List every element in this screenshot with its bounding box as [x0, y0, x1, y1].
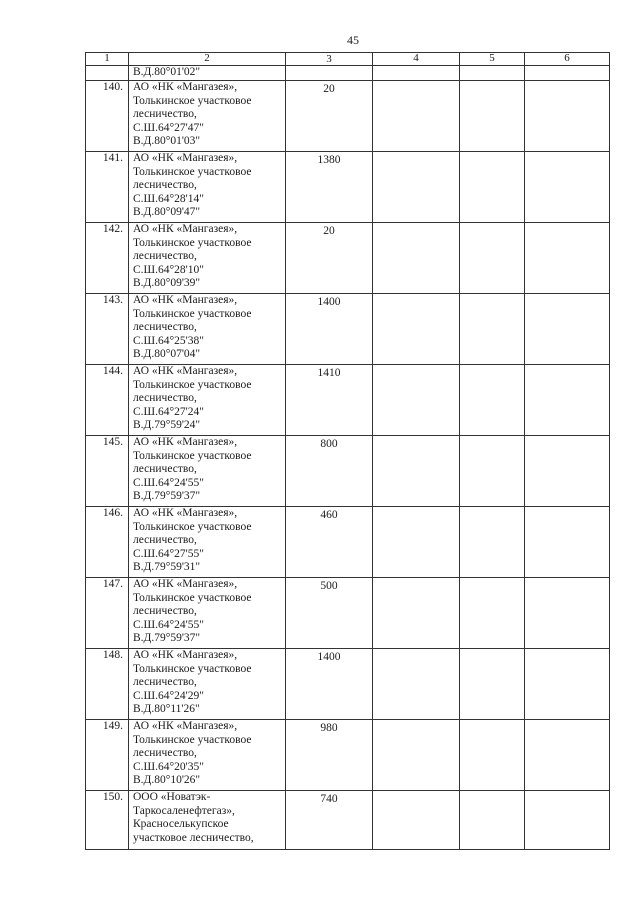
description-line: АО «НК «Мангазея», [133, 223, 238, 235]
table-row [86, 152, 610, 223]
cell-number: 145. [86, 436, 129, 507]
cell-col6 [525, 578, 610, 649]
cell-col5 [460, 223, 525, 294]
description-line: С.Ш.64°27'47" [133, 121, 204, 134]
cell-number [86, 66, 129, 81]
cell-number: 142. [86, 223, 129, 294]
cell-col4 [373, 294, 460, 365]
cell-value [286, 66, 373, 81]
cell-number: 149. [86, 720, 129, 791]
cell-description [129, 152, 286, 223]
cell-col5 [460, 720, 525, 791]
cell-col5 [460, 152, 525, 223]
cell-col4 [373, 649, 460, 720]
cell-col6 [525, 365, 610, 436]
description-line: С.Ш.64°27'24" [133, 405, 204, 418]
description-line: Толькинское участковое [133, 94, 252, 107]
description-line: Толькинское участковое [133, 520, 252, 533]
cell-col4 [373, 81, 460, 152]
cell-description [129, 720, 286, 791]
cell-value: 500 [286, 578, 373, 649]
cell-col4 [373, 223, 460, 294]
table-row [86, 436, 610, 507]
table-row [86, 507, 610, 578]
description-line: АО «НК «Мангазея», [133, 365, 238, 377]
cell-col5 [460, 649, 525, 720]
table-row [86, 649, 610, 720]
cell-col4 [373, 152, 460, 223]
description-line: С.Ш.64°24'55" [133, 476, 204, 489]
cell-col4 [373, 720, 460, 791]
column-header: 5 [460, 53, 525, 66]
cell-col4 [373, 436, 460, 507]
description-line: АО «НК «Мангазея», [133, 507, 238, 519]
description-line: С.Ш.64°28'10" [133, 263, 204, 276]
description-line: Толькинское участковое [133, 449, 252, 462]
table-row [86, 720, 610, 791]
description-line: Толькинское участковое [133, 236, 252, 249]
description-line: Толькинское участковое [133, 378, 252, 391]
cell-value: 1380 [286, 152, 373, 223]
description-line: лесничество, [133, 108, 197, 121]
description-line: лесничество, [133, 321, 197, 334]
cell-number: 146. [86, 507, 129, 578]
table-row [86, 578, 610, 649]
description-line: Толькинское участковое [133, 662, 252, 675]
description-line: АО «НК «Мангазея», [133, 720, 238, 732]
description-line: В.Д.80°01'02" [133, 66, 201, 78]
description-line: В.Д.80°11'26" [133, 703, 200, 716]
description-line: Толькинское участковое [133, 591, 252, 604]
cell-value: 460 [286, 507, 373, 578]
cell-description [129, 791, 286, 850]
description-line: АО «НК «Мангазея», [133, 436, 238, 448]
cell-col4 [373, 507, 460, 578]
description-line: АО «НК «Мангазея», [133, 152, 238, 164]
description-line: Таркосаленефтегаз», [133, 804, 235, 817]
cell-description [129, 81, 286, 152]
cell-col5 [460, 294, 525, 365]
description-line: В.Д.79°59'24" [133, 419, 201, 432]
description-line: В.Д.79°59'31" [133, 561, 201, 574]
cell-description [129, 649, 286, 720]
description-line: С.Ш.64°28'14" [133, 192, 204, 205]
cell-number: 143. [86, 294, 129, 365]
table-row [86, 791, 610, 850]
description-line: Красноселькупское [133, 818, 229, 831]
column-header: 1 [86, 53, 129, 66]
description-line: АО «НК «Мангазея», [133, 294, 238, 306]
description-line: лесничество, [133, 534, 197, 547]
cell-value: 800 [286, 436, 373, 507]
cell-value: 980 [286, 720, 373, 791]
page-number: 45 [347, 33, 359, 47]
description-line: участковое лесничество, [133, 831, 254, 844]
column-header-row [86, 53, 610, 66]
cell-col6 [525, 507, 610, 578]
cell-col6 [525, 294, 610, 365]
cell-col6 [525, 649, 610, 720]
cell-value: 20 [286, 81, 373, 152]
description-line: В.Д.79°59'37" [133, 632, 201, 645]
cell-col6 [525, 720, 610, 791]
column-header: 2 [129, 53, 286, 66]
cell-description [129, 507, 286, 578]
cell-col4 [373, 365, 460, 436]
description-line: лесничество, [133, 463, 197, 476]
table-row [86, 81, 610, 152]
cell-value: 740 [286, 791, 373, 850]
description-line: С.Ш.64°20'35" [133, 760, 204, 773]
cell-description [129, 66, 286, 81]
description-line: АО «НК «Мангазея», [133, 649, 238, 661]
column-header: 4 [373, 53, 460, 66]
cell-number: 150. [86, 791, 129, 850]
description-line: лесничество, [133, 676, 197, 689]
cell-description [129, 365, 286, 436]
table-row [86, 223, 610, 294]
description-line: Толькинское участковое [133, 165, 252, 178]
description-line: В.Д.79°59'37" [133, 490, 201, 503]
cell-col5 [460, 507, 525, 578]
description-line: АО «НК «Мангазея», [133, 81, 238, 93]
cell-col4 [373, 578, 460, 649]
cell-number: 148. [86, 649, 129, 720]
cell-col5 [460, 81, 525, 152]
cell-col5 [460, 791, 525, 850]
cell-value: 20 [286, 223, 373, 294]
cell-col5 [460, 66, 525, 81]
description-line: В.Д.80°10'26" [133, 774, 201, 787]
description-line: лесничество, [133, 392, 197, 405]
column-header: 6 [525, 53, 610, 66]
cell-col5 [460, 436, 525, 507]
cell-description [129, 436, 286, 507]
cell-col6 [525, 791, 610, 850]
register-table [85, 52, 610, 850]
description-line: Толькинское участковое [133, 733, 252, 746]
cell-col6 [525, 66, 610, 81]
description-line: В.Д.80°09'47" [133, 206, 201, 219]
cell-col6 [525, 81, 610, 152]
description-line: С.Ш.64°27'55" [133, 547, 204, 560]
description-line: лесничество, [133, 747, 197, 760]
cell-number: 141. [86, 152, 129, 223]
cell-number: 147. [86, 578, 129, 649]
cell-col4 [373, 791, 460, 850]
description-line: В.Д.80°09'39" [133, 277, 201, 290]
description-line: С.Ш.64°25'38" [133, 334, 204, 347]
cell-value: 1400 [286, 649, 373, 720]
cell-description [129, 223, 286, 294]
description-line: В.Д.80°07'04" [133, 348, 201, 361]
description-line: Толькинское участковое [133, 307, 252, 320]
cell-value: 1410 [286, 365, 373, 436]
description-line: ООО «Новатэк- [133, 791, 211, 803]
continuation-row [86, 66, 610, 81]
cell-col6 [525, 436, 610, 507]
cell-number: 140. [86, 81, 129, 152]
cell-description [129, 578, 286, 649]
cell-value: 1400 [286, 294, 373, 365]
cell-col6 [525, 223, 610, 294]
description-line: С.Ш.64°24'55" [133, 618, 204, 631]
description-line: лесничество, [133, 179, 197, 192]
description-line: С.Ш.64°24'29" [133, 689, 204, 702]
cell-description [129, 294, 286, 365]
cell-col5 [460, 365, 525, 436]
description-line: лесничество, [133, 250, 197, 263]
description-line: лесничество, [133, 605, 197, 618]
column-header: 3 [286, 53, 373, 66]
cell-number: 144. [86, 365, 129, 436]
table-row [86, 365, 610, 436]
cell-col6 [525, 152, 610, 223]
description-line: В.Д.80°01'03" [133, 135, 201, 148]
description-line: АО «НК «Мангазея», [133, 578, 238, 590]
cell-col5 [460, 578, 525, 649]
table-row [86, 294, 610, 365]
cell-col4 [373, 66, 460, 81]
